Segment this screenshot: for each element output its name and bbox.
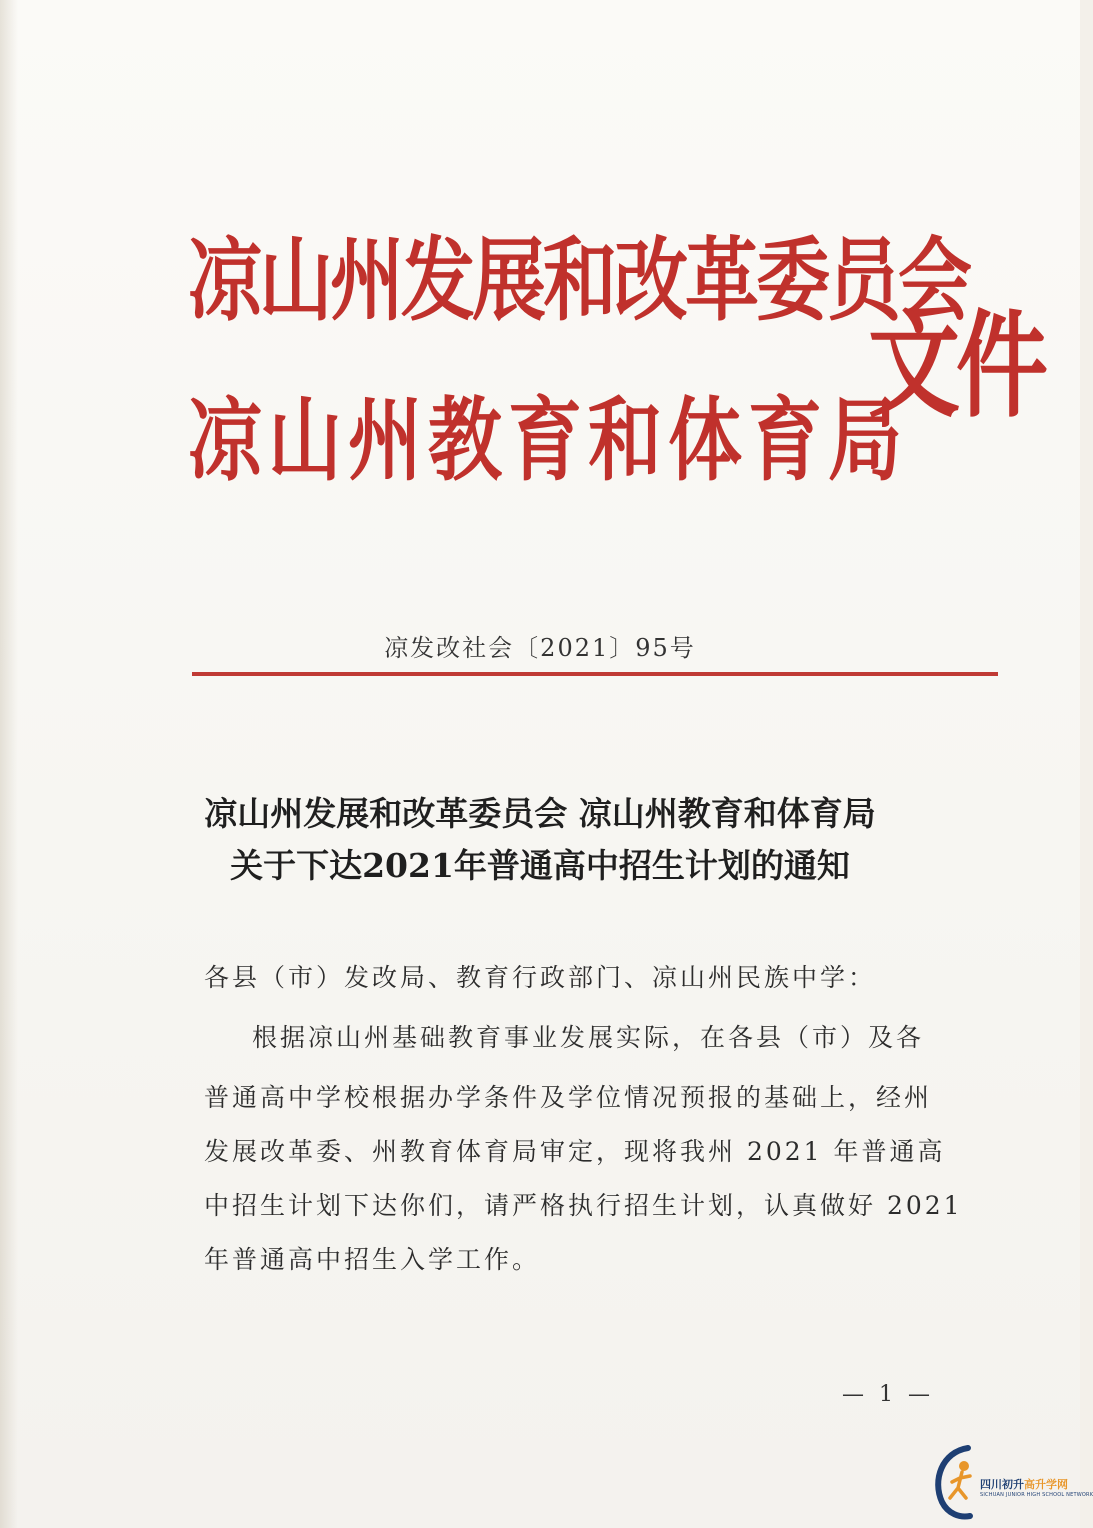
logo-subtitle: SICHUAN JUNIOR HIGH SCHOOL NETWORK	[980, 1492, 1093, 1498]
issuing-authority-line-1: 凉山州发展和改革委员会	[188, 228, 969, 334]
issuing-authority-line-2: 凉山州教育和体育局	[188, 388, 908, 494]
document-number: 凉发改社会〔2021〕95号	[384, 634, 696, 662]
document-type-label: 文件	[868, 298, 1045, 433]
body-paragraph-line: 普通高中学校根据办学条件及学位情况预报的基础上，经州	[204, 1083, 933, 1112]
body-paragraph-line: 中招生计划下达你们，请严格执行招生计划，认真做好 2021	[204, 1191, 963, 1220]
runner-logo-icon	[928, 1440, 988, 1522]
watermark-logo	[928, 1440, 1093, 1522]
notice-title-line-2: 关于下达2021年普通高中招生计划的通知	[230, 846, 850, 885]
body-paragraph-line: 年普通高中招生入学工作。	[204, 1245, 541, 1274]
page-number: — 1 —	[842, 1382, 934, 1407]
salutation: 各县（市）发改局、教育行政部门、凉山州民族中学：	[204, 963, 877, 992]
body-paragraph-line: 根据凉山州基础教育事业发展实际，在各县（市）及各	[252, 1023, 925, 1052]
red-divider-line	[192, 672, 998, 676]
logo-wordmark: 四川初升高升学网	[980, 1478, 1068, 1491]
body-paragraph-line: 发展改革委、州教育体育局审定，现将我州 2021 年普通高	[204, 1137, 946, 1166]
notice-title-line-1: 凉山州发展和改革委员会 凉山州教育和体育局	[204, 794, 876, 833]
